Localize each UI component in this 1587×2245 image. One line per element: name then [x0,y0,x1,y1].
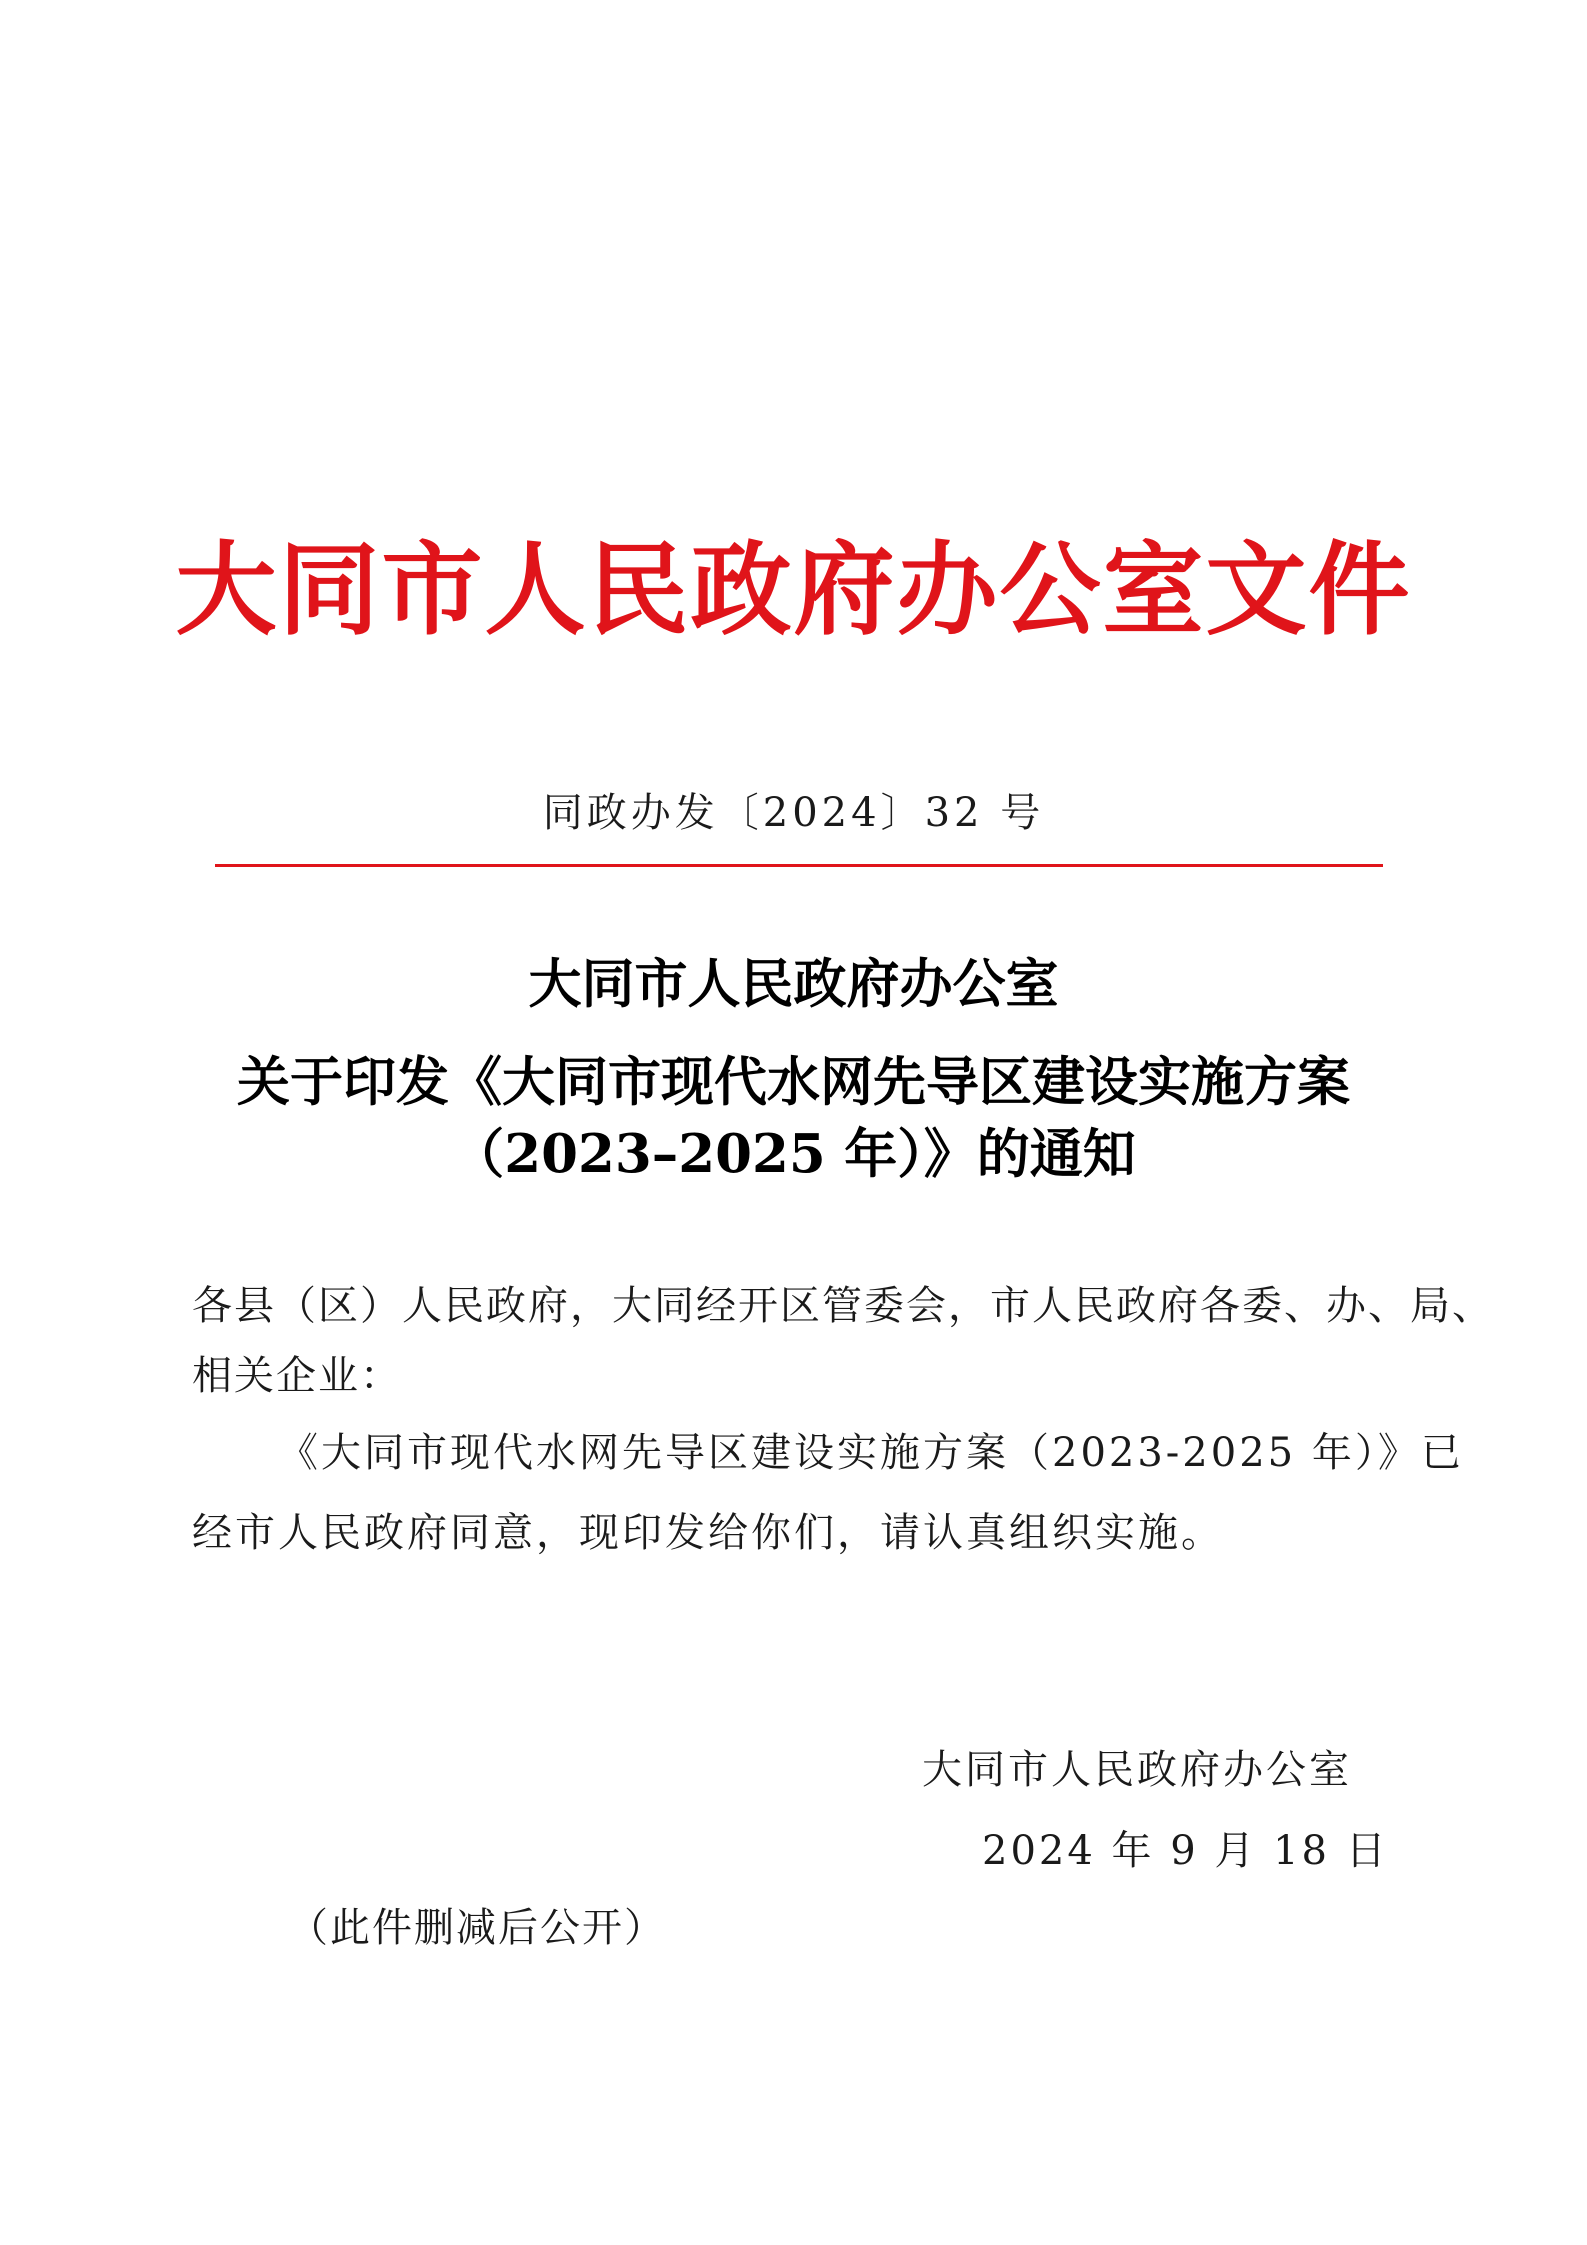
body-paragraph-line-1: 《大同市现代水网先导区建设实施方案（2023-2025 年）》已 [278,1430,1464,1476]
disclosure-footnote: （此件删减后公开） [288,1905,666,1951]
addressee-line-1: 各县（区）人民政府，大同经开区管委会，市人民政府各委、办、局、 [192,1283,1494,1329]
body-paragraph-line-2: 经市人民政府同意，现印发给你们，请认真组织实施。 [192,1510,1224,1556]
red-separator-rule [215,864,1383,867]
signature-issuer: 大同市人民政府办公室 [922,1747,1352,1793]
addressee-line-2: 相关企业： [192,1353,402,1399]
notice-title-line-2: 关于印发《大同市现代水网先导区建设实施方案 [237,1051,1350,1113]
document-header-title: 大同市人民政府办公室文件 [175,530,1412,649]
notice-title-line-3: （2023–2025 年）》的通知 [451,1123,1136,1185]
signature-date: 2024 年 9 月 18 日 [982,1828,1389,1874]
notice-title-line-1: 大同市人民政府办公室 [528,953,1059,1015]
document-number: 同政办发〔2024〕32 号 [542,790,1045,836]
